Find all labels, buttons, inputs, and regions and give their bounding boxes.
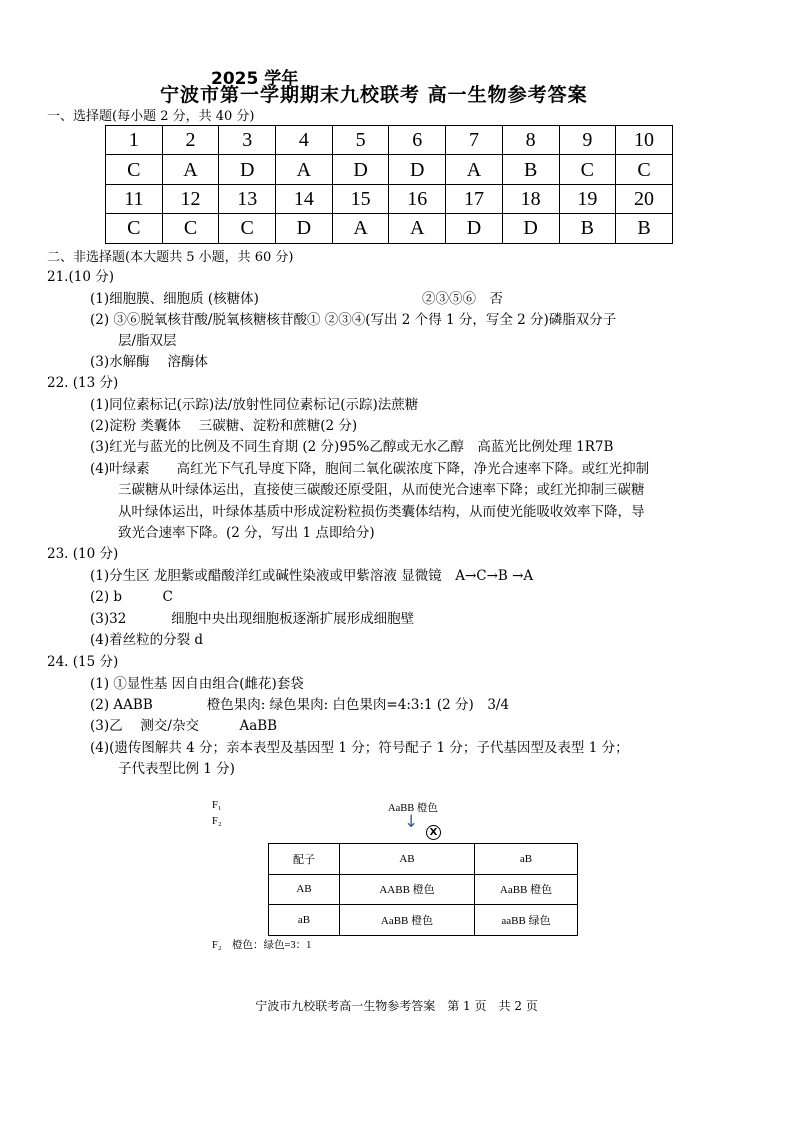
answer-cell: C [219,214,276,243]
question-number: 12 [162,184,219,213]
table-row [269,874,578,905]
answer-cell: C [106,155,163,184]
page-footer: 宁波市九校联考高一生物参考答案 第 1 页 共 2 页 [255,999,538,1013]
q23-line1: (1)分生区 龙胆紫或醋酸洋红或碱性染液或甲紫溶液 显微镜 A→C→B →A [90,568,534,584]
answer-table [105,125,673,244]
q21-line2-cont: 层/脂双层 [118,333,177,349]
answer-cell: D [219,155,276,184]
answer-cell: D [332,155,389,184]
answer-cell: A [446,155,503,184]
punnett-square [268,843,578,936]
answer-cell: C [616,155,673,184]
answer-cell: A [162,155,219,184]
question-number: 15 [332,184,389,213]
q21-heading: 21.(10 分) [47,269,114,285]
question-number: 9 [559,126,616,155]
question-number: 10 [616,126,673,155]
q22-line5: 三碳糖从叶绿体运出，直接使三碳酸还原受阻，从而使光合速率下降；或红光抑制三碳糖 [118,482,645,498]
page-title: 宁波市第一学期期末九校联考 高一生物参考答案 [160,84,588,106]
diagram-ratio: F₂ 橙色：绿色=3：1 [212,940,312,951]
diagram-parent: AaBB 橙色 [388,803,438,814]
table-cell: aB [475,844,578,875]
answer-cell: D [446,214,503,243]
table-row [269,905,578,936]
question-number: 11 [106,184,163,213]
answer-cell: D [389,155,446,184]
answer-cell: A [276,155,333,184]
cross-symbol-icon: X [426,825,441,840]
question-number: 1 [106,126,163,155]
q22-heading: 22. (13 分) [47,375,119,391]
q23-line4: (4)着丝粒的分裂 d [90,632,204,648]
answer-cell: D [276,214,333,243]
question-number: 6 [389,126,446,155]
q24-line4: (4)(遗传图解共 4 分；亲本表型及基因型 1 分；符号配子 1 分；子代基因型及表型 1 分； [90,740,629,756]
down-arrow-icon: ↓ [404,812,419,832]
table-cell: AB [340,844,475,875]
q24-line1: (1) ①显性基 因自由组合(雌花)套袋 [90,676,304,692]
q23-line3: (3)32 细胞中央出现细胞板逐渐扩展形成细胞壁 [90,611,415,627]
q24-heading: 24. (15 分) [47,654,119,670]
question-number: 4 [276,126,333,155]
table-row [106,184,673,213]
q24-line5: 子代表型比例 1 分) [118,761,235,777]
table-cell: 配子 [269,844,340,875]
question-number: 2 [162,126,219,155]
q23-line2: (2) b C [90,589,173,605]
q22-line6: 从叶绿体运出，叶绿体基质中形成淀粉粒损伤类囊体结构，从而使光能吸收效率下降，导 [118,504,645,520]
answer-cell: B [559,214,616,243]
section1-heading: 一、选择题(每小题 2 分，共 40 分) [47,109,255,124]
answer-cell: D [502,214,559,243]
table-cell: AB [269,874,340,905]
question-number: 8 [502,126,559,155]
q22-line2: (2)淀粉 类囊体 三碳糖、淀粉和蔗糖(2 分) [90,418,358,434]
answer-cell: A [389,214,446,243]
question-number: 13 [219,184,276,213]
question-number: 14 [276,184,333,213]
q23-heading: 23. (10 分) [47,546,119,562]
table-row [106,126,673,155]
q22-line7: 致光合速率下降。(2 分，写出 1 点即给分) [118,525,375,541]
q22-line3: (3)红光与蓝光的比例及不同生育期 (2 分)95%乙醇或无水乙醇 高蓝光比例处理 1R7B [90,439,614,455]
q21-line2: (2) ③⑥脱氧核苷酸/脱氧核糖核苷酸① ②③④(写出 2 个得 1 分，写全 2 分)磷脂双分子 [90,312,617,328]
answer-cell: C [106,214,163,243]
answer-cell: A [332,214,389,243]
table-cell: AaBB 橙色 [340,905,475,936]
q24-line2: (2) AABB 橙色果肉: 绿色果肉: 白色果肉=4:3:1 (2 分) 3/4 [90,697,510,713]
question-number: 17 [446,184,503,213]
question-number: 3 [219,126,276,155]
question-number: 7 [446,126,503,155]
q21-line1: (1)细胞膜、细胞质 (核糖体) [90,291,259,307]
question-number: 18 [502,184,559,213]
answer-cell: C [162,214,219,243]
section2-heading: 二、非选择题(本大题共 5 小题，共 60 分) [47,250,294,265]
title-year: 2025 学年 [211,69,299,89]
table-cell: AABB 橙色 [340,874,475,905]
question-number: 5 [332,126,389,155]
answer-cell: B [616,214,673,243]
table-row [106,155,673,184]
table-cell: aB [269,905,340,936]
table-row [106,214,673,243]
table-cell: aaBB 绿色 [475,905,578,936]
question-number: 19 [559,184,616,213]
question-number: 16 [389,184,446,213]
q22-line1: (1)同位素标记(示踪)法/放射性同位素标记(示踪)法蔗糖 [90,397,419,413]
diagram-f2-label: F₂ [212,816,222,827]
answer-cell: B [502,155,559,184]
answer-cell: C [559,155,616,184]
q22-line4: (4)叶绿素 高红光下气孔导度下降，胞间二氧化碳浓度下降，净光合速率下降。或红光抑制 [90,461,650,477]
q24-line3: (3)乙 测交/杂交 AaBB [90,718,278,734]
table-cell: AaBB 橙色 [475,874,578,905]
diagram-f1-label: F₁ [212,800,222,811]
q21-line3: (3)水解酶 溶酶体 [90,354,208,370]
question-number: 20 [616,184,673,213]
table-row [269,844,578,875]
q21-line1-answer: ②③⑤⑥ 否 [422,291,503,307]
